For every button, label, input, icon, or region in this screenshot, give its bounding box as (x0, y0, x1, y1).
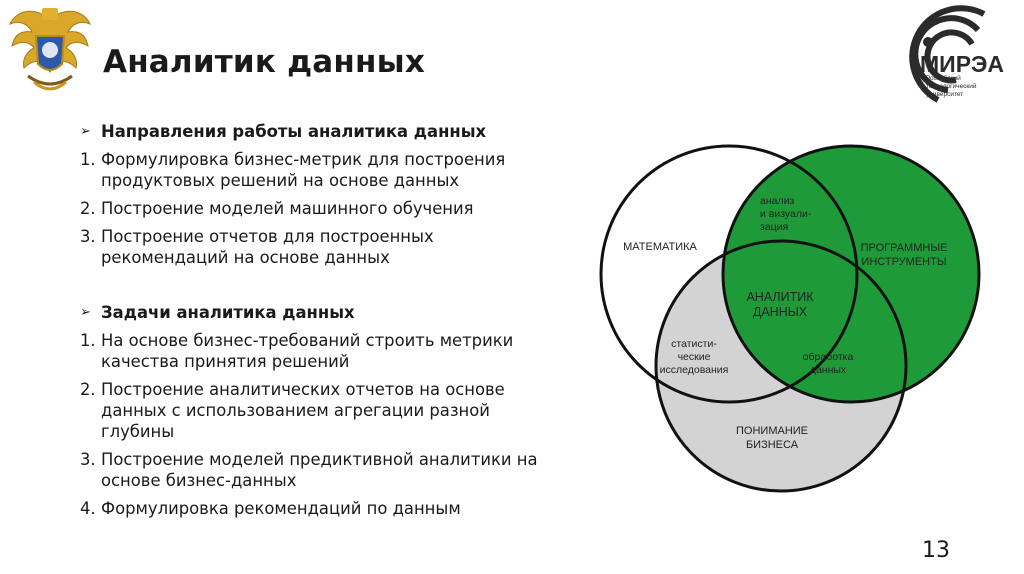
label-processing-1: обработка (802, 351, 854, 363)
list-item (80, 498, 560, 519)
label-tools-1: ПРОГРАММНЫЕ (860, 242, 948, 254)
logo-subtitle-1: Российский (926, 75, 961, 82)
label-processing-2: данных (809, 364, 847, 376)
list-text: На основе бизнес-требований строить метрики качества принятия решений (101, 331, 514, 371)
mirea-logo (868, 0, 1024, 108)
section-heading (80, 121, 560, 142)
list-text: Формулировка рекомендаций по данным (101, 499, 461, 518)
list-item (80, 149, 560, 191)
venn-diagram (580, 140, 1000, 510)
arrow-bullet-icon: ➢ (80, 305, 91, 320)
list-text: Формулировка бизнес-метрик для построения продуктовых решений на основе данных (101, 150, 506, 190)
logo-subtitle-2: технологический (926, 83, 977, 90)
list-number: 4. (80, 499, 96, 518)
list-number: 3. (80, 227, 96, 246)
list-number: 1. (80, 331, 96, 350)
logo-subtitle-3: университет (926, 91, 964, 98)
list-item (80, 226, 560, 268)
list-item (80, 198, 560, 219)
list-item (80, 330, 560, 372)
list-text: Построение моделей машинного обучения (101, 199, 474, 218)
list-item (80, 379, 560, 442)
list-number: 1. (80, 150, 96, 169)
ministry-crest-logo (6, 2, 94, 98)
label-analysis-viz-2: и визуали- (760, 208, 812, 220)
section-heading-text: Задачи аналитика данных (101, 303, 355, 322)
label-tools-2: ИНСТРУМЕНТЫ (861, 256, 947, 268)
label-business-1: ПОНИМАНИЕ (736, 425, 808, 437)
content-list (80, 121, 560, 519)
slide-title: Аналитик данных (103, 44, 426, 80)
label-stats-3: исследования (659, 364, 729, 376)
label-center-1: АНАЛИТИК (746, 290, 814, 304)
list-number: 3. (80, 450, 96, 469)
label-business-2: БИЗНЕСА (745, 439, 799, 451)
label-analysis-viz-3: зация (760, 221, 789, 233)
page-number: 13 (922, 538, 950, 563)
arrow-bullet-icon: ➢ (80, 124, 91, 139)
label-stats-1: статисти- (671, 338, 717, 350)
list-number: 2. (80, 199, 96, 218)
list-item (80, 449, 560, 491)
label-center-2: ДАННЫХ (752, 305, 808, 319)
list-text: Построение отчетов для построенных рекомендаций на основе данных (101, 227, 434, 267)
list-text: Построение аналитических отчетов на основе данных с использованием агрегации разной глубины (101, 380, 505, 441)
logo-name: МИРЭА (920, 51, 1005, 77)
section-heading (80, 302, 560, 323)
list-number: 2. (80, 380, 96, 399)
label-stats-2: ческие (677, 351, 711, 363)
section-heading-text: Направления работы аналитика данных (101, 122, 487, 141)
list-text: Построение моделей предиктивной аналитики на основе бизнес-данных (101, 450, 538, 490)
label-math: МАТЕМАТИКА (623, 241, 697, 253)
label-analysis-viz-1: анализ (760, 195, 795, 207)
